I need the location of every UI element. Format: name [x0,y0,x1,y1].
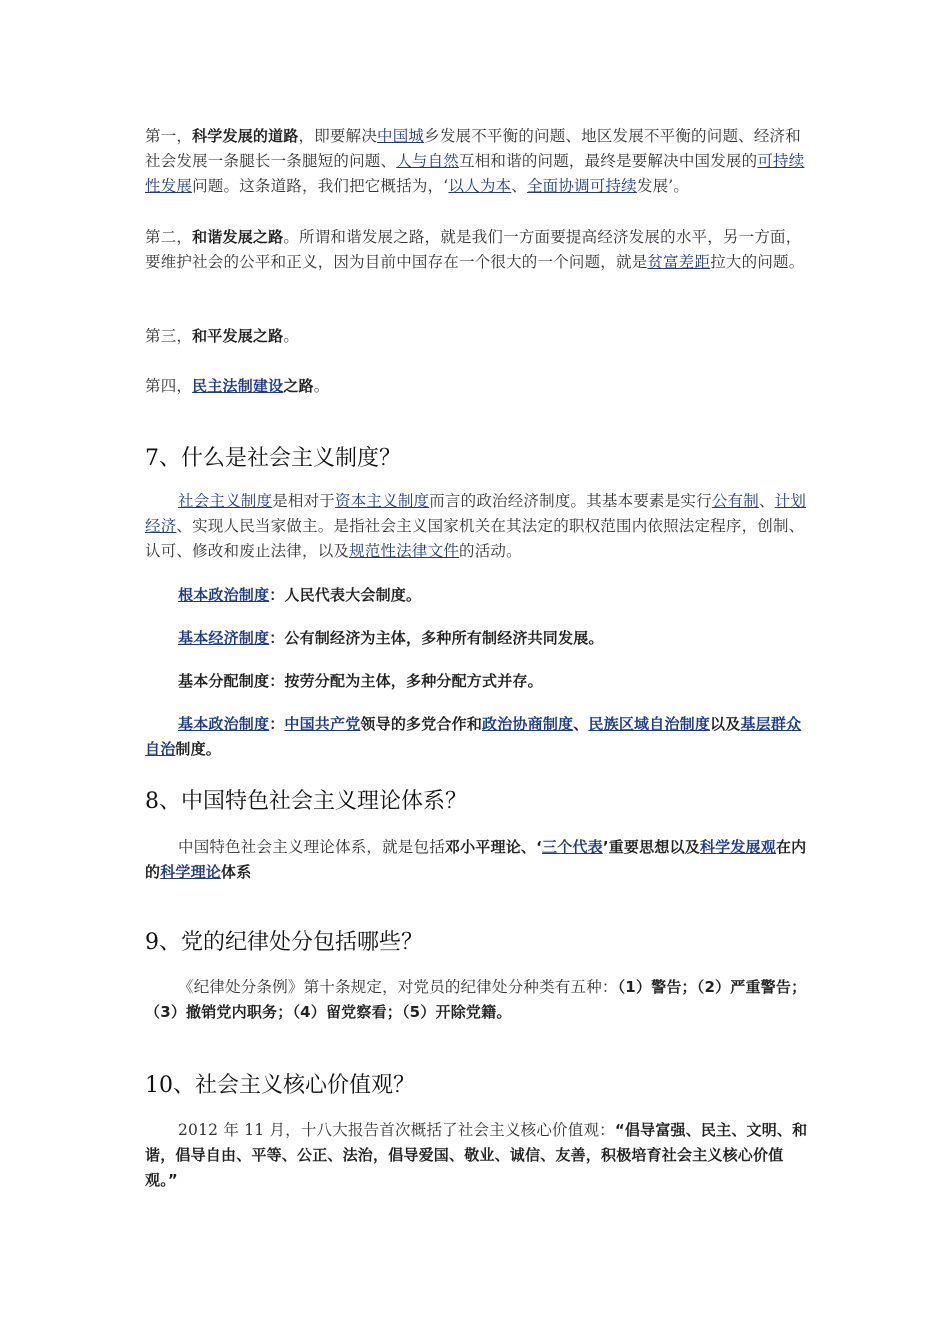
link-kechixuxing[interactable]: 可持续性发展 [145,152,805,195]
text: 问题。这条道路，我们把它概括为，‘ [192,177,449,195]
text: 基本分配制度：按劳分配为主体，多种分配方式并存。 [178,672,543,690]
link-sangedaibiao[interactable]: 三个代表 [542,838,603,856]
link-zibenzhuyizhidu[interactable]: 资本主义制度 [335,492,430,510]
link-zhongguogongchandang[interactable]: 中国共产党 [284,715,361,733]
text: ：人民代表大会制度。 [269,586,422,604]
text: 发展’。 [636,177,690,195]
bold-text: 邓小平理论、‘ [444,838,543,856]
link-pinfuchaju[interactable]: 贫富差距 [647,253,711,271]
heading-q10: 10、社会主义核心价值观？ [145,1073,415,1098]
text: 乡发展不平衡的问题、地区发展不平衡的问题、经济和社会发展一条腿长一条腿短的问题、 [145,127,801,170]
text: 领导的多党合作和 [360,715,483,733]
link-shehuizhuyizhidu[interactable]: 社会主义制度 [178,492,273,510]
paragraph-q7-item2 [145,626,815,651]
bold-text: “倡导富强、民主、文明、和谐，倡导自由、平等、公正、法治，倡导爱国、敬业、诚信、友善，积极培育社会主义核心价值观。” [145,1121,808,1189]
paragraph-q8 [145,835,815,885]
link-zhengzhixieshang[interactable]: 政治协商制度 [482,715,574,733]
text: 2012 年 11 月，十八大报告首次概括了社会主义核心价值观： [178,1121,615,1139]
text: ，即要解决 [298,127,378,145]
link-kexuelilun[interactable]: 科学理论 [160,863,222,881]
bold-text: 之路 [283,377,314,395]
paragraph-q7-intro [145,489,815,564]
link-jibenzhengzhi[interactable]: 基本政治制度 [178,715,270,733]
text: 互相和谐的问题，最终是要解决中国发展的 [459,152,758,170]
text: 制度。 [175,740,222,758]
text: 。所谓和谐发展之路，就是我们一方面要提高经济发展的水平，另一方面，要维护社会的公平和正义，因为目前中国存在一个很大的一个问题，就是 [145,228,802,271]
text: 。 [283,327,300,345]
paragraph-first-road [145,124,815,199]
bold-text: 和平发展之路 [192,327,284,345]
bold-text: （1）警告；（2）严重警告；（3）撤销党内职务；（4）留党察看；（5）开除党籍。 [145,978,807,1021]
text: 以及 [710,715,741,733]
text: 《纪律处分条例》第十条规定，对党员的纪律处分种类有五种： [178,978,618,996]
paragraph-q10 [145,1118,815,1193]
link-minzhufazhi[interactable]: 民主法制建设 [192,377,284,395]
link-jihuajingji[interactable]: 计划经济 [145,492,807,535]
text: 拉大的问题。 [710,253,805,271]
bold-text: 在内的 [145,838,807,881]
bold-text: 体系 [221,863,252,881]
paragraph-third-road [145,324,815,349]
link-jicengqunzhong[interactable]: 基层群众自治 [145,715,802,758]
bold-text: ’重要思想以及 [602,838,700,856]
text: 、 [511,177,527,195]
heading-q7: 7、什么是社会主义制度？ [145,446,401,471]
link-minzuquyu[interactable]: 民族区域自治制度 [588,715,711,733]
text: 第二， [145,228,193,246]
paragraph-q7-item1 [145,583,815,608]
text: 而言的政治经济制度。其基本要素是实行 [429,492,712,510]
link-yirenweiben[interactable]: 以人为本 [448,177,512,195]
link-jibenjingji[interactable]: 基本经济制度 [178,629,270,647]
text: ： [269,715,285,733]
bold-text: 科学发展的道路 [192,127,299,145]
link-quanmianxietiao[interactable]: 全面协调可持续 [526,177,637,195]
paragraph-q7-item4 [145,712,815,762]
text: 、 [758,492,775,510]
text: 、 [573,715,589,733]
text: 第三， [145,327,193,345]
link-genbenzhengzhi[interactable]: 根本政治制度 [178,586,270,604]
text: 是相对于 [272,492,336,510]
link-gongyouzhi[interactable]: 公有制 [711,492,759,510]
text: ：公有制经济为主体，多种所有制经济共同发展。 [269,629,604,647]
link-zhongguocheng[interactable]: 中国城 [377,127,425,145]
text: 、实现人民当家做主。是指社会主义国家机关在其法定的职权范围内依照法定程序，创制、认可、修改和废止法律，以及 [145,517,805,560]
link-kexuefazhanguan[interactable]: 科学发展观 [699,838,776,856]
link-renyuziran[interactable]: 人与自然 [396,152,460,170]
text: 。 [313,377,330,395]
heading-q9: 9、党的纪律处分包括哪些？ [145,930,423,955]
paragraph-q7-item3 [145,669,815,694]
text: 的活动。 [459,542,522,560]
paragraph-q9 [145,975,815,1025]
bold-text: 和谐发展之路 [192,228,284,246]
paragraph-second-road [145,225,815,275]
link-guifanxingfalv[interactable]: 规范性法律文件 [349,542,460,560]
heading-q8: 8、中国特色社会主义理论体系？ [145,789,467,814]
text: 中国特色社会主义理论体系，就是包括 [178,838,445,856]
text: 第一， [145,127,193,145]
paragraph-fourth-road [145,374,815,399]
text: 第四， [145,377,193,395]
